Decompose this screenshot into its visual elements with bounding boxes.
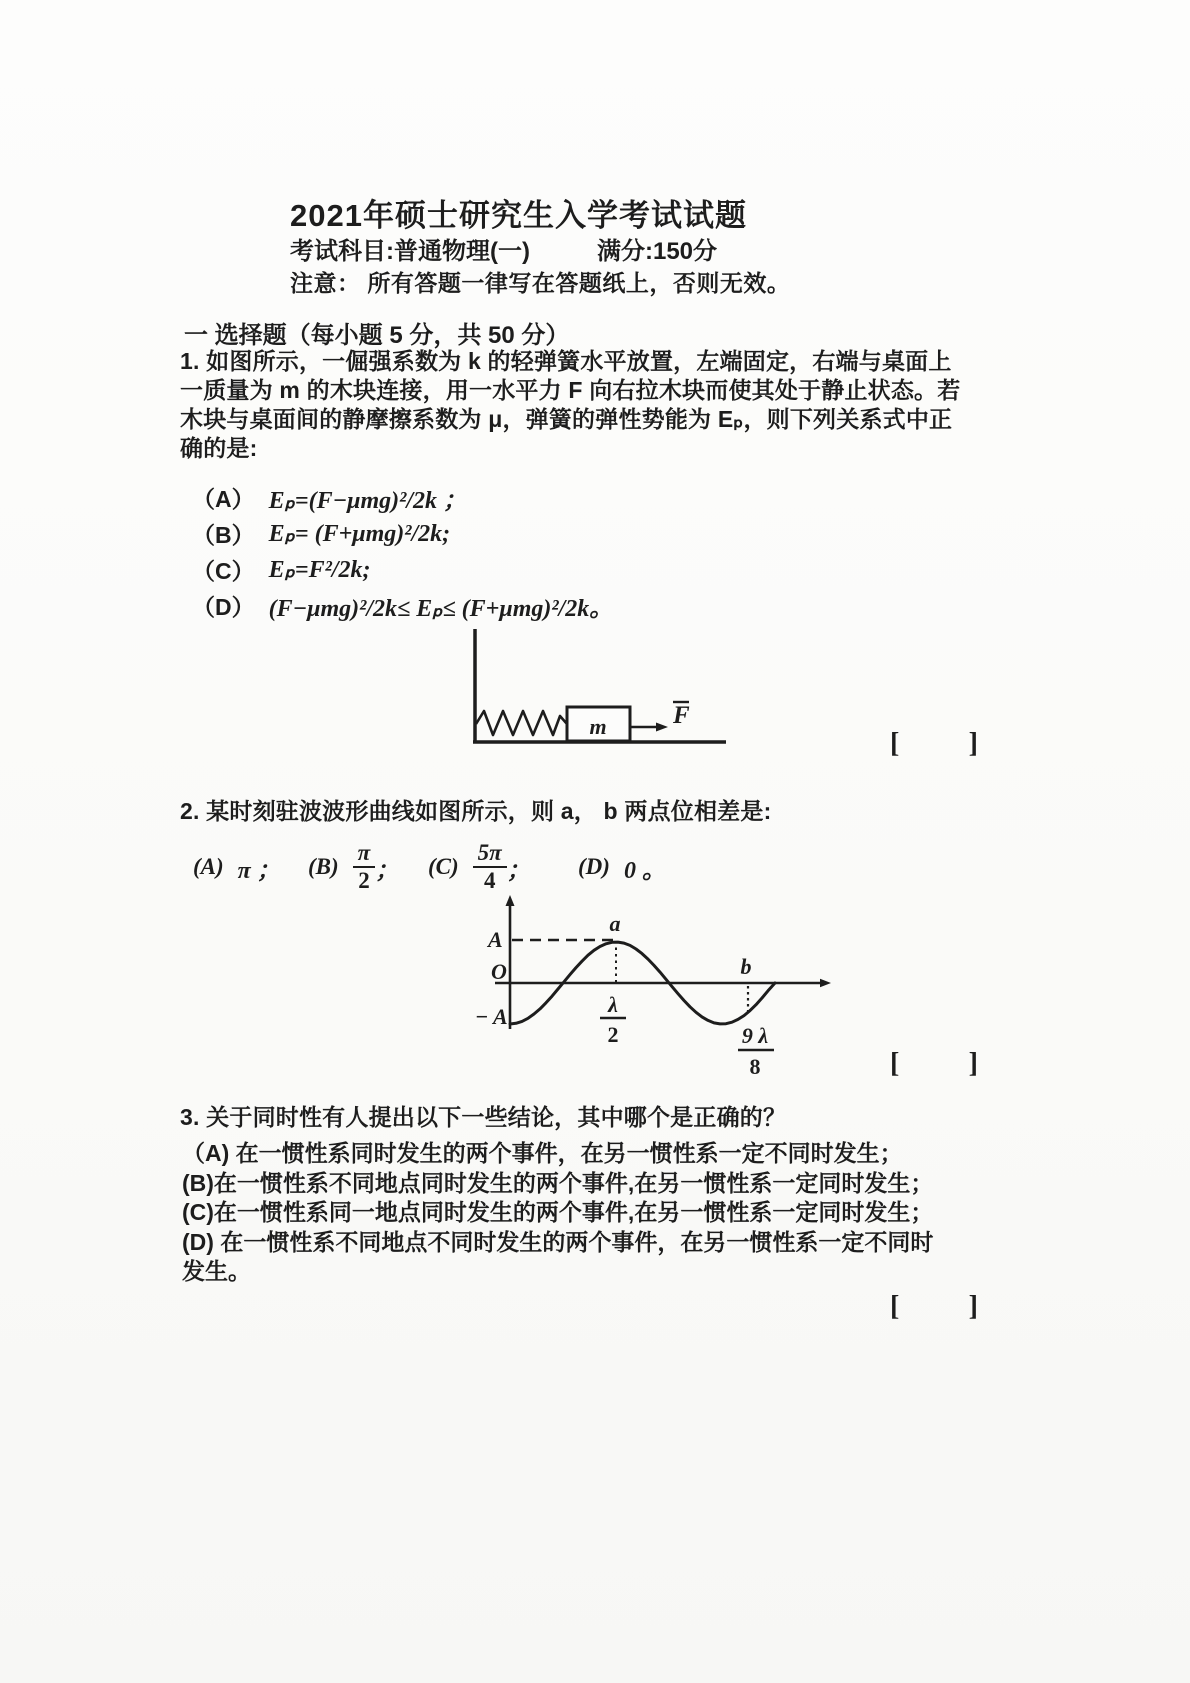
- option-suffix: ；: [506, 857, 531, 884]
- option-formula: Eₚ= (F+μmg)²/2k;: [268, 520, 451, 547]
- option-value: 0 。: [623, 857, 666, 884]
- option-formula: (F−μmg)²/2k≤ Eₚ≤ (F+μmg)²/2k。: [268, 595, 614, 622]
- question-1-options: [192, 479, 613, 623]
- stem-line: 一质量为 m 的木块连接，用一水平力 F 向右拉木块而使其处于静止状态。若: [180, 377, 961, 403]
- fraction-denominator: 4: [483, 868, 496, 893]
- point-b-label: b: [740, 954, 752, 979]
- origin-label: O: [491, 959, 507, 984]
- question-2-stem: 2. 某时刻驻波波形曲线如图所示，则 a， b 两点位相差是:: [180, 798, 772, 824]
- amplitude-label: A: [488, 927, 503, 952]
- stem-line: 木块与桌面间的静摩擦系数为 μ，弹簧的弹性势能为 Eₚ，则下列关系式中正: [180, 406, 953, 432]
- neg-amplitude-label: − A: [475, 1004, 508, 1029]
- option-label: （A）: [192, 485, 255, 512]
- option-a-line: （A) 在一惯性系同时发生的两个事件，在另一惯性系一定不同时发生；: [182, 1140, 903, 1166]
- force-arrow-head: [656, 723, 668, 732]
- x-axis-arrow-icon: [820, 979, 831, 987]
- fraction: [353, 841, 376, 893]
- b-position-numerator: 9 λ: [741, 1023, 769, 1048]
- section-header: 一 选择题（每小题 5 分，共 50 分）: [184, 322, 570, 349]
- option-label: （B）: [192, 521, 255, 548]
- bracket-close: ]: [968, 1048, 978, 1079]
- bracket-open: [: [890, 728, 900, 759]
- b-position-denominator: 8: [749, 1054, 761, 1079]
- option-suffix: ；: [375, 857, 400, 884]
- option-label: （D）: [192, 593, 255, 620]
- fraction: [473, 841, 507, 893]
- option-c-row: [428, 838, 531, 896]
- notice-line: 注意： 所有答题一律写在答题纸上，否则无效。: [290, 270, 791, 296]
- question-3-stem: 3. 关于同时性有人提出以下一些结论，其中哪个是正确的？: [180, 1104, 787, 1130]
- option-value: π ；: [237, 857, 281, 884]
- option-c-row: [192, 551, 613, 587]
- answer-bracket-q3: [890, 1291, 978, 1323]
- bracket-open: [: [890, 1291, 900, 1322]
- spring-zigzag: [476, 711, 567, 735]
- question-3-options: [182, 1139, 933, 1287]
- full-score-label: 满分:150分: [597, 238, 718, 265]
- answer-bracket-q2: [890, 1048, 978, 1080]
- bracket-close: ]: [968, 728, 978, 759]
- option-d-row: [578, 838, 666, 896]
- answer-bracket-q1: [890, 728, 978, 760]
- option-b-line: (B)在一惯性系不同地点同时发生的两个事件,在另一惯性系一定同时发生；: [182, 1169, 934, 1196]
- option-label: (D): [578, 854, 610, 879]
- option-a-row: [192, 479, 613, 515]
- half-wave-numerator: λ: [608, 992, 618, 1017]
- option-label: (C): [428, 854, 459, 879]
- block-mass-label: m: [589, 714, 607, 739]
- subject-label: 考试科目:普通物理(一): [290, 238, 530, 265]
- option-d-wrap-line: 发生。: [182, 1258, 251, 1284]
- option-label: (B): [308, 854, 339, 879]
- point-a-label: a: [609, 911, 621, 936]
- stem-line: 确的是:: [180, 435, 258, 461]
- fraction-numerator: 5π: [473, 841, 507, 868]
- option-label: (A): [193, 854, 224, 879]
- fraction-denominator: 2: [358, 868, 370, 893]
- option-b-row: [308, 838, 399, 896]
- option-formula: Eₚ=(F−μmg)²/2k ；: [268, 487, 467, 514]
- bracket-open: [: [890, 1048, 900, 1079]
- question-1-stem: [180, 347, 960, 463]
- question-2-options: [0, 838, 1190, 896]
- option-a-row: [193, 838, 281, 896]
- stem-line: 1. 如图所示，一倔强系数为 k 的轻弹簧水平放置，左端固定，右端与桌面上: [180, 348, 952, 374]
- option-label: （C）: [192, 557, 255, 584]
- option-b-row: [192, 515, 613, 551]
- bracket-close: ]: [968, 1291, 978, 1322]
- force-label: F: [673, 702, 690, 729]
- option-formula: Eₚ=F²/2k;: [268, 556, 371, 583]
- option-d-line: (D) 在一惯性系不同地点不同时发生的两个事件，在另一惯性系一定不同时: [182, 1228, 934, 1255]
- page-title: 2021年硕士研究生入学考试试题: [290, 198, 747, 233]
- option-d-row: [192, 587, 613, 623]
- y-axis-arrow-icon: [506, 895, 515, 906]
- option-c-line: (C)在一惯性系同一地点同时发生的两个事件,在另一惯性系一定同时发生；: [182, 1199, 934, 1225]
- half-wave-denominator: 2: [607, 1022, 619, 1047]
- fraction-numerator: π: [353, 841, 376, 868]
- spring-block-figure: [460, 623, 740, 755]
- standing-wave-figure: [455, 893, 855, 1093]
